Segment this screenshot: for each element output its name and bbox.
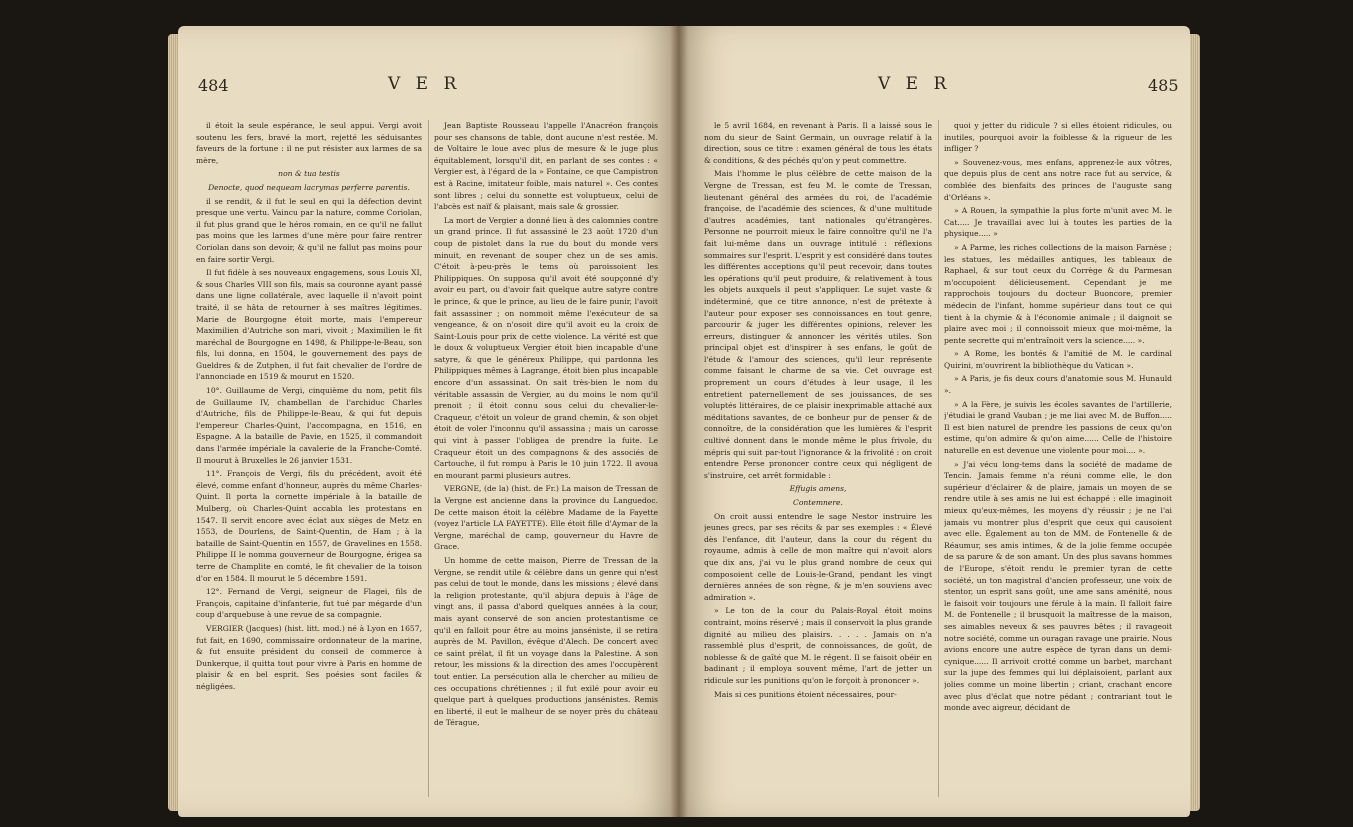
paragraph: il étoit la seule espérance, le seul appui. Vergi avoit soutenu les fers, bravé la mort, rejetté les séduisantes faveurs de la fortune : il ne put résister aux larmes de sa mère, [196,121,422,165]
paragraph: Il fut fidèle à ses nouveaux engagemens, sous Louis XI, & sous Charles VIII son fils, mais sa couronne ayant passé dans une ligne collatérale, avec laquelle il n'avoit point traité, il se hâta de retourner à ses maîtres légitimes. Marie de Bourgogne étoit morte, mais l'empereur Maximilien d'Autriche son mari, vivoit ; Maximilien le fit maréchal de Bourgogne en 1498, & Philippe-le-Beau, son fils, lui donna, en 1504, le gouvernement des pays de Gueldres & de Zutphen, il fut fait chevalier de l'ordre de l'annonciade en 1519 & mourut en 1520. [196,268,422,382]
right-column-2 [944,120,1172,799]
paragraph: » Le ton de la cour du Palais-Royal étoit moins contraint, moins réservé ; mais il conservoit la plus grande dignité au milieu des plaisirs. . . . . Jamais on n'a rassemblé plus d'esprit, de connoissances, de goût, de noblesse & de gaîté que M. le régent. Il se faisoit obéir en badinant ; il employa souvent même, l'art de jetter un ridicule sur les punitions qu'on le forçoit à prononcer ». [704,606,932,685]
paragraph: » A Rome, les bontés & l'amitié de M. le cardinal Quirini, m'ouvrirent la bibliothèque du Vatican ». [944,349,1172,370]
paragraph: il se rendit, & il fut le seul en qui la défection devint presque une vertu. Vaincu par la nature, comme Coriolan, il fut plus grand que le héros romain, en ce qu'il ne fallut pas moins que les larmes d'une mère pour faire rentrer Coriolan dans son devoir, & qu'il ne fallut pas moins pour en faire sortir Vergi. [196,196,422,264]
paragraph: » Souvenez-vous, mes enfans, apprenez-le aux vôtres, que depuis plus de cent ans notre race fut au service, & comblée des bienfaits des princes de l'auguste sang d'Orléans ». [944,157,1172,202]
paragraph: quoi y jetter du ridicule ? si elles étoient ridicules, ou inutiles, pourquoi avoir la foiblesse & la rigueur de les infliger ? [944,121,1172,154]
paragraph: La mort de Vergier a donné lieu à des calomnies contre un grand prince. Il fut assassiné le 23 août 1720 d'un coup de pistolet dans la rue du bout du monde vers minuit, en revenant de souper chez un de ses amis. C'étoit à-peu-près le tems où paroissoient les Philippiques. On supposa qu'il avoit été soupçonné d'y avoir eu part, ou d'avoir fait quelque autre satyre contre le prince, & que le prince, au lieu de le faire punir, l'avoit fait assassiner ; on nommoit même l'exécuteur de sa vengeance, & on n'osoit dire qu'il avoit eu la croix de Saint-Louis pour prix de cette violence. La vérité est que le doux & voluptueux Vergier étoit bien incapable d'une satyre, & que le généreux Philippe, qui pardonna les Philippiques mêmes à Lagrange, étoit bien plus incapable encore d'un assassinat. On sait très-bien le nom du véritable assassin de Vergier, au du moins le nom qu'il prenoit ; il étoit connu sous celui du chevalier-le-Craqueur, c'étoit un voleur de grand chemin, & son objet étoit de voler l'inconnu qu'il assassina ; mais un carosse qui vint à passer l'obligea de prendre la fuite. Le Craqueur étoit un des compagnons & des associés de Cartouche, il fut rompu à Paris le 10 juin 1722. Il avoua en mourant parmi plusieurs autres. [434,215,658,480]
left-page [178,26,678,817]
right-page-number: 485 [1148,76,1179,95]
left-running-head: V E R [388,74,462,94]
paragraph: Contemnere. [793,498,843,507]
paragraph: » A Parme, les riches collections de la maison Farnèse ; les statues, les médailles antiques, les tableaux de Raphael, & sur tout ceux du Corrège & du Parmesan m'occupoient délicieusement. Cependant je me rapprochois toujours du docteur Buoncore, premier médecin de l'infant, homme supérieur dans tout ce qui tient à la chymie & à l'économie animale ; il daignoit se plaire avec moi ; il connoissoit mieux que moi-même, la pente secrette qui m'entraînoit vers la science..... ». [944,242,1172,345]
paragraph: Un homme de cette maison, Pierre de Tressan de la Vergne, se rendit utile & célèbre dans un genre qui n'est pas celui de tout le monde, dans les missions ; élevé dans la religion protestante, qu'il abjura depuis à l'âge de vingt ans, il passa d'abord quelques années à la cour, mais ayant conservé de son ancien protestantisme ce qu'il en falloit pour être au moins janséniste, il se retira auprès de M. Pavillon, évêque d'Alech. De concert avec ce saint prélat, il fit un voyage dans la Palestine. A son retour, les missions & la direction des ames l'occupèrent tout entier. La persécution alla le chercher au milieu de ces occupations chrétiennes ; il fut exilé pour avoir eu quelque part à quelques productions jansénistes. Remis en liberté, il eut le malheur de se noyer près du château de Térague, [434,555,658,728]
paragraph: 10°. Guillaume de Vergi, cinquième du nom, petit fils de Guillaume IV, chambellan de l'archiduc Charles d'Autriche, fils de Philippe-le-Beau, & qui fut depuis l'empereur Charles-Quint, l'accompagna, en 1516, en Espagne. A la bataille de Pavie, en 1525, il commandoit dans l'armée impériale la cavalerie de la Franche-Comté. Il mourut à Bruxelles le 26 janvier 1531. [196,386,422,465]
paragraph: Effugis amens, [789,484,847,494]
paragraph: Mais si ces punitions étoient nécessaires, pour- [714,689,897,699]
book-gutter [670,26,688,817]
right-column-1 [704,120,932,799]
left-column-2 [434,120,658,799]
paragraph: » A Rouen, la sympathie la plus forte m'unit avec M. le Cat..... Je travaillai avec lui à toutes les parties de la physique..... » [944,206,1172,239]
right-page [678,26,1190,817]
paragraph: 11°. François de Vergi, fils du précédent, avoit été élevé, comme enfant d'honneur, auprès du même Charles-Quint. Il porta la cornette impériale à la bataille de Mulberg, où Charles-Quint accabla les protestans en 1547. Il servit encore avec éclat aux sièges de Metz en 1553, de Dourlens, de Saint-Quentin, de Ham ; à la bataille de Saint-Quentin en 1557, de Gravelines en 1558. Philippe II le nomma gouverneur de Bourgogne, érigea sa terre de Champlite en comté, le fit chevalier de la toison d'or en 1584. Il mourut le 5 décembre 1591. [196,469,422,583]
column-rule-left [428,120,429,797]
left-page-number: 484 [198,76,229,95]
paragraph: Jean Baptiste Rousseau l'appelle l'Anacréon françois pour ses chansons de table, dont aucune n'est restée. M. de Voltaire le loue avec plus de mesure & le juge plus équitablement, lorsqu'il dit, en parlant de ses contes : « Vergier est, à l'égard de la » Fontaine, ce que Campistron est à Racine, imitateur foible, mais naturel ». Ces contes sont libres ; celui du sonnette est voluptueux, celui de l'abcès est naïf & plaisant, mais sale & grossier. [434,121,658,212]
paragraph: » A Paris, je fis deux cours d'anatomie sous M. Hunauld ». [944,374,1172,396]
left-column-1 [196,120,422,799]
paragraph: Denocte, quod nequeam lacrymas perferre parentis. [208,182,410,192]
right-running-head: V E R [878,74,952,94]
paragraph: non & tua testis [278,169,340,179]
paragraph: VERGNE, (de la) (hist. de Fr.) La maison de Tressan de la Vergne est ancienne dans la province du Languedoc. De cette maison étoit la célèbre Madame de la Fayette (voyez l'article LA FAYETTE). Elle étoit fille d'Aymar de la Vergne, maréchal de camp, gouverneur du Havre de Grace. [434,484,658,552]
paragraph: » J'ai vécu long-tems dans la société de madame de Tencin. Jamais femme n'a réuni comme elle, le don supérieur d'éclairer & de plaire, jamais un moyen de se rendre utile à ses amis ne lui est échappé : elle imaginoit mieux qu'eux-mêmes, les moyens d'y réussir ; je ne l'ai jamais vu montrer plus d'esprit que ceux qui causoient avec elle. Également au ton de MM. de Fontenelle & de Réaumur, ses amis intimes, & de la jolie femme occupée de sa parure & de son amant. Un des plus savans hommes de l'Europe, s'étoit rendu le premier tyran de cette société, un ton magistral d'ancien professeur, une voix de stentor, un esprit sans goût, une ame sans aménité, nous le faisoit voir toujours une férule à la main. Il falloit faire M. de Fontenelle ; il brusquoit la maîtresse de la maison, ses aimables neveux & ses pauvres bêtes ; il ravageoit notre société, comme un ouragan ravage une prairie. Nous avions encore une autre espèce de tyran dans un demi-cynique...... Il arrivoit crotté comme un barbet, marchant sur la jupe des femmes qui lui déplaisoient, parlant aux jolies comme un moine libertin ; criant, crachant encore avec plus d'éclat que notre pédant ; contrariant tout le monde avec aigreur, décidant de [944,459,1172,713]
paragraph: » A la Fère, je suivis les écoles savantes de l'artillerie, j'étudiai le grand Vauban ; je me liai avec M. de Buffon..... Il est bien naturel de prendre les passions de ceux qu'on estime, qu'on admire & qu'on aime...... Celle de l'histoire naturelle en est devenue une violente pour moi.... ». [944,399,1172,456]
paragraph: le 5 avril 1684, en revenant à Paris. Il a laissé sous le nom du sieur de Saint Germain, un ouvrage relatif à la direction, sous ce titre : examen général de tous les états & conditions, & des péchés qu'on y peut commettre. [704,121,932,165]
paragraph: Mais l'homme le plus célèbre de cette maison de la Vergne de Tressan, est feu M. le comte de Tressan, lieutenant général des armées du roi, de l'académie françoise, de l'académie des sciences, & d'une multitude d'autres académies, tant nationales qu'étrangères. Personne ne pourroit mieux le faire connoître qu'il ne l'a fait lui-même dans un ouvrage intitulé : réflexions sommaires sur l'esprit. L'esprit y est considéré dans toutes les différentes acceptions qu'il peut recevoir, dans toutes les opérations qu'il peut produire, & relativement à tous les objets auxquels il peut s'appliquer. Le sujet vaste & indéterminé, que ce titre annonce, n'est de prétexte à l'auteur pour exposer ses connoissances en tout genre, parcourir & juger les différentes opinions, relever les erreurs, distinguer & annoncer les vérités utiles. Son principal objet est d'inspirer à ses enfans, le goût de l'étude & l'amour des sciences, qu'il leur représente comme faisant le charme de sa vie. Cet ouvrage est proprement un cours d'études à leur usage, il les entretient paternellement de ses jouissances, de ses voluptés littéraires, de ce plaisir inexprimable attaché aux méditations savantes, de ce bonheur pur de penser & de connoître, de la considération que les lumières & l'esprit cultivé donnent dans le monde même le plus frivole, du mépris qui suit par-tout l'ignorance & la frivolité : on croit entendre Perse prononcer contre ceux qui négligent de s'instruire, cet arrêt formidable : [704,169,932,480]
column-rule-right [938,120,939,797]
paragraph: VERGIER (Jacques) (hist. litt. mod.) né à Lyon en 1657, fut fait, en 1690, commissaire ordonnateur de la marine, & fut ensuite président du conseil de commerce à Dunkerque, il quitta tout pour vivre à Paris en homme de plaisir & en bel esprit. Ses poésies sont faciles & négligées. [196,623,422,691]
paragraph: On croit aussi entendre le sage Nestor instruire les jeunes grecs, par ses récits & par ses exemples : « Élevé dès l'enfance, dit l'auteur, dans la cour du régent du royaume, admis à celle de mon maître qui n'avoit alors que dix ans, j'ai vu le plus grand nombre de ceux qui composoient celle de Louis-le-Grand, pendant les vingt dernières années de son règne, & je m'en souviens avec admiration ». [704,511,932,602]
paragraph: 12°. Fernand de Vergi, seigneur de Flagei, fils de François, capitaine d'infanterie, fut tué par mégarde d'un coup d'arquebuse à une revue de sa compagnie. [196,587,422,620]
